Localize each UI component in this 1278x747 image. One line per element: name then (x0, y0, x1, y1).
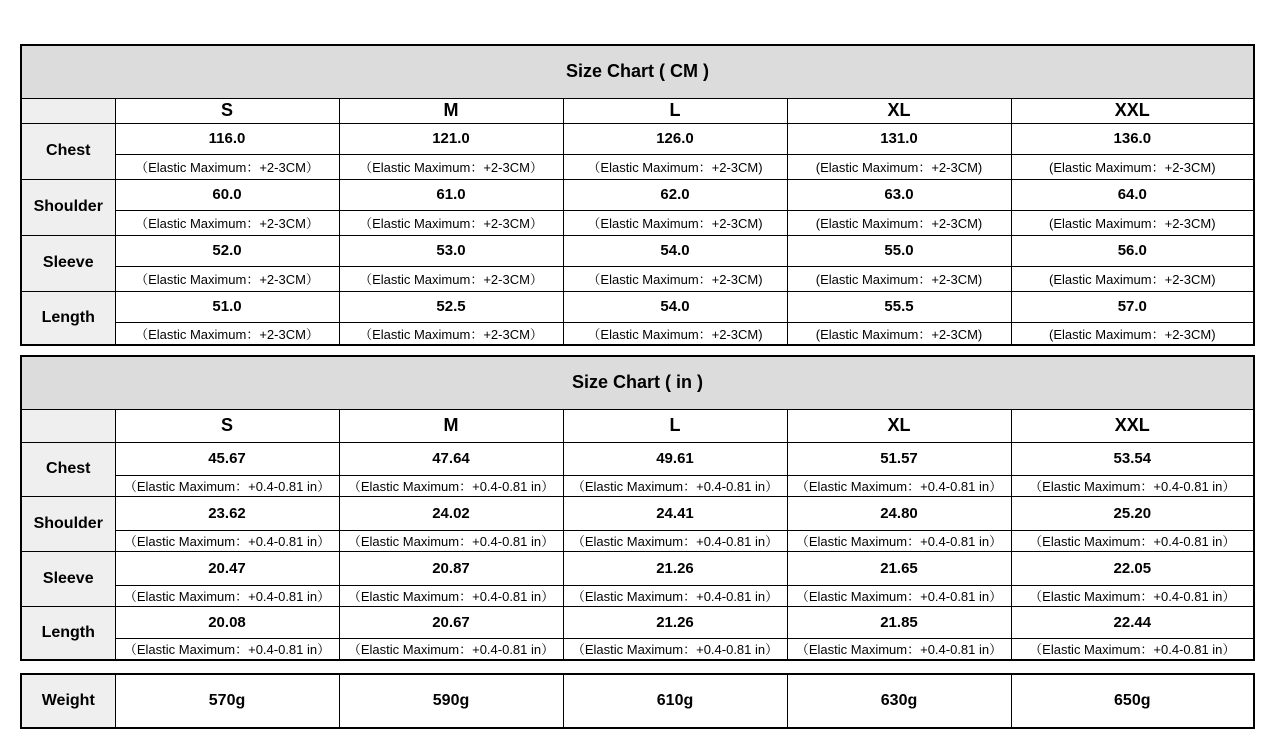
elastic-note: （Elastic Maximum：+0.4-0.81 in） (787, 638, 1011, 660)
value-cell: 116.0 (115, 123, 339, 154)
elastic-note: （Elastic Maximum：+2-3CM） (115, 266, 339, 291)
value-cell: 23.62 (115, 496, 339, 530)
elastic-note: （Elastic Maximum：+2-3CM) (563, 266, 787, 291)
size-header-xxl: XXL (1011, 409, 1254, 442)
row-label-chest: Chest (21, 442, 115, 496)
row-label-shoulder: Shoulder (21, 496, 115, 551)
value-cell: 126.0 (563, 123, 787, 154)
elastic-note: （Elastic Maximum：+0.4-0.81 in） (787, 475, 1011, 496)
value-cell: 47.64 (339, 442, 563, 475)
elastic-note: (Elastic Maximum：+2-3CM) (1011, 210, 1254, 235)
elastic-note: (Elastic Maximum：+2-3CM) (1011, 322, 1254, 345)
value-cell: 60.0 (115, 179, 339, 210)
value-cell: 61.0 (339, 179, 563, 210)
elastic-note: （Elastic Maximum：+0.4-0.81 in） (1011, 638, 1254, 660)
value-cell: 56.0 (1011, 235, 1254, 266)
weight-value-s: 570g (115, 674, 339, 728)
size-header-m: M (339, 98, 563, 123)
weight-value-m: 590g (339, 674, 563, 728)
elastic-note: （Elastic Maximum：+0.4-0.81 in） (115, 638, 339, 660)
value-cell: 21.85 (787, 606, 1011, 638)
elastic-note: （Elastic Maximum：+0.4-0.81 in） (563, 585, 787, 606)
value-cell: 20.08 (115, 606, 339, 638)
value-cell: 22.44 (1011, 606, 1254, 638)
elastic-note: （Elastic Maximum：+2-3CM) (563, 210, 787, 235)
elastic-note: (Elastic Maximum：+2-3CM) (1011, 154, 1254, 179)
value-cell: 121.0 (339, 123, 563, 154)
size-chart-cm-title: Size Chart ( CM ) (21, 45, 1254, 98)
elastic-note: （Elastic Maximum：+0.4-0.81 in） (563, 638, 787, 660)
elastic-note: （Elastic Maximum：+0.4-0.81 in） (115, 475, 339, 496)
elastic-note: （Elastic Maximum：+0.4-0.81 in） (115, 530, 339, 551)
row-label-length: Length (21, 291, 115, 345)
value-cell: 20.67 (339, 606, 563, 638)
elastic-note: （Elastic Maximum：+2-3CM） (339, 266, 563, 291)
value-cell: 136.0 (1011, 123, 1254, 154)
elastic-note: （Elastic Maximum：+2-3CM） (339, 210, 563, 235)
value-cell: 55.0 (787, 235, 1011, 266)
elastic-note: （Elastic Maximum：+0.4-0.81 in） (1011, 475, 1254, 496)
elastic-note: (Elastic Maximum：+2-3CM) (787, 266, 1011, 291)
value-cell: 21.26 (563, 606, 787, 638)
value-cell: 63.0 (787, 179, 1011, 210)
value-cell: 51.0 (115, 291, 339, 322)
elastic-note: （Elastic Maximum：+0.4-0.81 in） (115, 585, 339, 606)
elastic-note: （Elastic Maximum：+2-3CM) (563, 154, 787, 179)
row-label-sleeve: Sleeve (21, 235, 115, 291)
size-chart-inch-table (20, 355, 1255, 661)
value-cell: 22.05 (1011, 551, 1254, 585)
elastic-note: (Elastic Maximum：+2-3CM) (787, 154, 1011, 179)
row-label-chest: Chest (21, 123, 115, 179)
row-label-sleeve: Sleeve (21, 551, 115, 606)
size-chart-cm-table (20, 44, 1255, 346)
value-cell: 55.5 (787, 291, 1011, 322)
value-cell: 54.0 (563, 235, 787, 266)
elastic-note: （Elastic Maximum：+0.4-0.81 in） (563, 475, 787, 496)
value-cell: 24.41 (563, 496, 787, 530)
value-cell: 52.0 (115, 235, 339, 266)
size-header-xl: XL (787, 98, 1011, 123)
weight-value-xxl: 650g (1011, 674, 1254, 728)
value-cell: 25.20 (1011, 496, 1254, 530)
size-header-m: M (339, 409, 563, 442)
elastic-note: （Elastic Maximum：+2-3CM） (115, 154, 339, 179)
row-label-length: Length (21, 606, 115, 660)
value-cell: 20.47 (115, 551, 339, 585)
weight-table (20, 673, 1255, 729)
elastic-note: (Elastic Maximum：+2-3CM) (787, 322, 1011, 345)
value-cell: 20.87 (339, 551, 563, 585)
row-label-shoulder: Shoulder (21, 179, 115, 235)
value-cell: 24.80 (787, 496, 1011, 530)
row-label-weight: Weight (21, 674, 115, 728)
elastic-note: （Elastic Maximum：+2-3CM） (115, 210, 339, 235)
size-header-s: S (115, 409, 339, 442)
elastic-note: （Elastic Maximum：+0.4-0.81 in） (787, 530, 1011, 551)
elastic-note: （Elastic Maximum：+0.4-0.81 in） (1011, 530, 1254, 551)
value-cell: 45.67 (115, 442, 339, 475)
size-header-xl: XL (787, 409, 1011, 442)
value-cell: 49.61 (563, 442, 787, 475)
size-header-l: L (563, 98, 787, 123)
header-blank-cell (21, 98, 115, 123)
elastic-note: （Elastic Maximum：+0.4-0.81 in） (339, 530, 563, 551)
weight-value-xl: 630g (787, 674, 1011, 728)
weight-value-l: 610g (563, 674, 787, 728)
size-chart-inch-title: Size Chart ( in ) (21, 356, 1254, 409)
elastic-note: （Elastic Maximum：+2-3CM） (339, 322, 563, 345)
elastic-note: (Elastic Maximum：+2-3CM) (787, 210, 1011, 235)
value-cell: 52.5 (339, 291, 563, 322)
value-cell: 54.0 (563, 291, 787, 322)
elastic-note: （Elastic Maximum：+2-3CM） (115, 322, 339, 345)
value-cell: 131.0 (787, 123, 1011, 154)
value-cell: 57.0 (1011, 291, 1254, 322)
elastic-note: （Elastic Maximum：+2-3CM) (563, 322, 787, 345)
elastic-note: （Elastic Maximum：+0.4-0.81 in） (339, 475, 563, 496)
size-header-xxl: XXL (1011, 98, 1254, 123)
elastic-note: （Elastic Maximum：+0.4-0.81 in） (1011, 585, 1254, 606)
elastic-note: （Elastic Maximum：+0.4-0.81 in） (787, 585, 1011, 606)
elastic-note: （Elastic Maximum：+0.4-0.81 in） (339, 638, 563, 660)
value-cell: 53.0 (339, 235, 563, 266)
elastic-note: (Elastic Maximum：+2-3CM) (1011, 266, 1254, 291)
elastic-note: （Elastic Maximum：+0.4-0.81 in） (339, 585, 563, 606)
value-cell: 24.02 (339, 496, 563, 530)
value-cell: 21.65 (787, 551, 1011, 585)
value-cell: 62.0 (563, 179, 787, 210)
elastic-note: （Elastic Maximum：+0.4-0.81 in） (563, 530, 787, 551)
elastic-note: （Elastic Maximum：+2-3CM） (339, 154, 563, 179)
size-header-l: L (563, 409, 787, 442)
header-blank-cell (21, 409, 115, 442)
value-cell: 51.57 (787, 442, 1011, 475)
value-cell: 21.26 (563, 551, 787, 585)
value-cell: 64.0 (1011, 179, 1254, 210)
size-header-s: S (115, 98, 339, 123)
value-cell: 53.54 (1011, 442, 1254, 475)
